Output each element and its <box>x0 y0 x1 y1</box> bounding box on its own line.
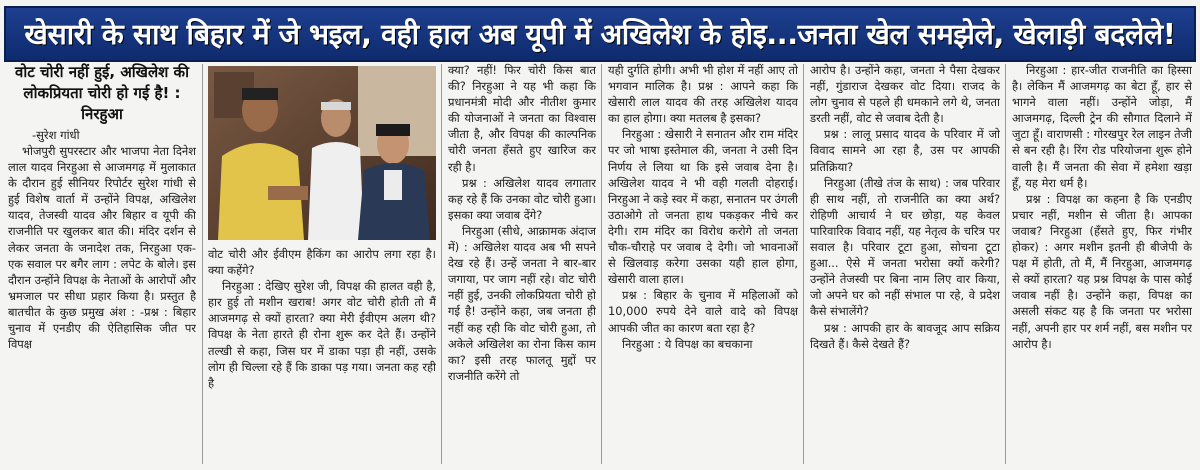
article-photo <box>208 66 436 240</box>
column-divider <box>202 64 203 464</box>
column-divider <box>601 64 602 464</box>
article-column-4 <box>608 62 798 470</box>
article-intro: भोजपुरी सुपरस्टार और भाजपा नेता दिनेश लाल यादव निरहुआ से आजमगढ़ में मुलाकात के दौरान हुई सीनियर रिपोर्टर सुरेश गांधी से हुई विशेष वार्ता में उन्होंने विपक्ष, अखिलेश यादव, तेजस्वी यादव और बिहार व यूपी की राजनीति पर खुलकर बात की। मंदिर दर्शन से लेकर जनता के जनादेश तक, निरहुआ एक-एक सवाल पर बगैर लाग : लपेट के बोले। इस दौरान उन्होंने विपक्ष के नेताओं के आरोपों और भ्रमजाल पर सीधा प्रहार किया है। प्रस्तुत है बातचीत के कुछ प्रमुख अंश : -प्रश्न : बिहार चुनाव में एनडीए की ऐतिहासिक जीत पर विपक्ष <box>8 144 196 352</box>
article-paragraph: यही दुर्गति होगी। अभी भी होश में नहीं आए तो भगवान मालिक है। प्रश्न : आपने कहा कि खेसारी लाल यादव की तरह अखिलेश यादव का हाल होगा। क्या मतलब है इसका? <box>608 63 798 126</box>
article-headline: वोट चोरी नहीं हुई, अखिलेश की लोकप्रियता चोरी हो गई है! : निरहुआ <box>15 63 189 123</box>
article-paragraph: निरहुआ : खेसारी ने सनातन और राम मंदिर पर जो भाषा इस्तेमाल की, जनता ने उसी दिन निर्णय ले लिया था कि इसे जवाब देना है। अखिलेश यादव ने भी वही गलती दोहराई। निरहुआ ने कड़े स्वर में कहा, सनातन पर उंगली उठाओगे तो जनता हाथ पकड़कर नीचे कर देगी। राम मंदिर का विरोध करोगे तो जनता चौक-चौराहे पर जवाब दे देगी। जो भावनाओं से खिलवाड़ करेगा उसका यही हाल होगा, खेसारी वाला हाल। <box>608 127 798 287</box>
interview-photo-image <box>208 66 436 240</box>
article-paragraph: प्रश्न : बिहार के चुनाव में महिलाओं को 10,000 रुपये देने वाले वादे को विपक्ष आपकी जीत का कारण बता रहा है? <box>608 288 798 335</box>
banner-headline: खेसारी के साथ बिहार में जे भइल, वही हाल अब यूपी में अखिलेश के होइ...जनता खेल समझेले, खेलाड़ी बदलेले! <box>24 18 1176 51</box>
article-column-1 <box>8 62 196 470</box>
column-divider <box>441 64 442 464</box>
newspaper-page <box>8 62 1196 470</box>
article-paragraph: निरहुआ (सीधे, आक्रामक अंदाज में) : अखिलेश यादव अब भी सपने देख रहे हैं। उन्हें जनता ने बार-बार जगाया, पर जाग नहीं रहे। वोट चोरी नहीं हुई, उनकी लोकप्रियता चोरी हो गई है! उन्होंने कहा, जब जनता ही नहीं कह रही कि वोट चोरी हुआ, तो अकेले अखिलेश का रोना किस काम का? इसी तरह फालतू मुद्दों पर राजनीति करेंगे तो <box>448 223 596 383</box>
article-paragraph: प्रश्न : अखिलेश यादव लगातार कह रहे हैं कि उनका वोट चोरी हुआ। इसका क्या जवाब देंगे? <box>448 175 596 222</box>
article-column-2 <box>208 246 436 470</box>
article-paragraph: आरोप है। उन्होंने कहा, जनता ने पैसा देखकर नहीं, गुंडाराज देखकर वोट दिया। राजद के लोग चुनाव से पहले ही धमकाने लगे थे, जनता डरती नहीं, वोट से जवाब देती है। <box>810 63 1000 126</box>
column-divider <box>803 64 804 464</box>
article-column-5 <box>810 62 1000 470</box>
column-divider <box>1005 64 1006 464</box>
headline-banner <box>4 6 1196 62</box>
article-paragraph: प्रश्न : विपक्ष का कहना है कि एनडीए प्रचार नहीं, मशीन से जीता है। आपका जवाब? निरहुआ (हँसते हुए, फिर गंभीर होकर) : अगर मशीन इतनी ही बीजेपी के पक्ष में होती, तो मैं, मैं निरहुआ, आजमगढ़ से क्यों हारता? यह प्रश्न विपक्ष के पास कोई जवाब नहीं है। उन्होंने कहा, विपक्ष का असली संकट यह है कि जनता पर भरोसा नहीं, अपनी हार पर शर्म नहीं, बस मशीन पर आरोप है। <box>1012 191 1192 351</box>
article-paragraph: प्रश्न : लालू प्रसाद यादव के परिवार में जो विवाद सामने आ रहा है, उस पर आपकी प्रतिक्रिया? <box>810 127 1000 174</box>
article-paragraph: निरहुआ : हार-जीत राजनीति का हिस्सा है। लेकिन मैं आजमगढ़ का बेटा हूँ, हार से भागने वाला नहीं। उन्होंने जोड़ा, मैं आजमगढ़, दिल्ली ट्रेन की सौगात दिलाने में जुटा हूँ। वाराणसी : गोरखपुर रेल लाइन तेजी से बन रही है। रिंग रोड परियोजना शुरू होने वाली है। मैं जनता की सेवा में हमेशा खड़ा हूँ, यह मेरा धर्म है। <box>1012 63 1192 190</box>
article-column-6 <box>1012 62 1192 470</box>
article-paragraph: क्या? नहीं! फिर चोरी किस बात की? निरहुआ ने यह भी कहा कि प्रधानमंत्री मोदी और नीतीश कुमार की योजनाओं ने जनता का विश्वास जीता है, और विपक्ष की काल्पनिक चोरी जनता हँसते हुए खारिज कर रही है। <box>448 63 596 174</box>
article-paragraph: निरहुआ : ये विपक्ष का बचकाना <box>622 336 753 351</box>
article-paragraph: प्रश्न : आपकी हार के बावजूद आप सक्रिय दिखते हैं। कैसे देखते हैं? <box>810 320 1000 351</box>
article-paragraph: निरहुआ (तीखे तंज के साथ) : जब परिवार ही साथ नहीं, तो राजनीति का क्या अर्थ? रोहिणी आचार्य ने घर छोड़ा, यह केवल पारिवारिक विवाद नहीं, यह नेतृत्व के चरित्र पर सवाल है। परिवार टूटा हुआ, सोचना टूटा हुआ... ऐसे में जनता भरोसा क्यों करेगी? उन्होंने तेजस्वी पर बिना नाम लिए वार किया, जो अपने घर को नहीं संभाल पा रहे, वे प्रदेश कैसे संभालेंगे? <box>810 175 1000 319</box>
article-paragraph: निरहुआ : देखिए सुरेश जी, विपक्ष की हालत वही है, हार हुई तो मशीन खराब! अगर वोट चोरी होती तो मैं आजमगढ़ से क्यों हारता? क्या मेरी ईवीएम अलग थी? विपक्ष के नेता हारते ही रोना शुरू कर देते हैं। उन्होंने तल्खी से कहा, जिस घर में डाका पड़ा ही नहीं, उसके लोग ही चिल्ला रहे हैं कि डाका पड़ गया। जनता कह रही है <box>208 279 436 390</box>
article-column-3 <box>448 62 596 470</box>
article-paragraph: वोट चोरी और ईवीएम हैकिंग का आरोप लगा रहा है। क्या कहेंगे? <box>208 247 436 278</box>
article-byline: -सुरेश गांधी <box>32 128 80 142</box>
